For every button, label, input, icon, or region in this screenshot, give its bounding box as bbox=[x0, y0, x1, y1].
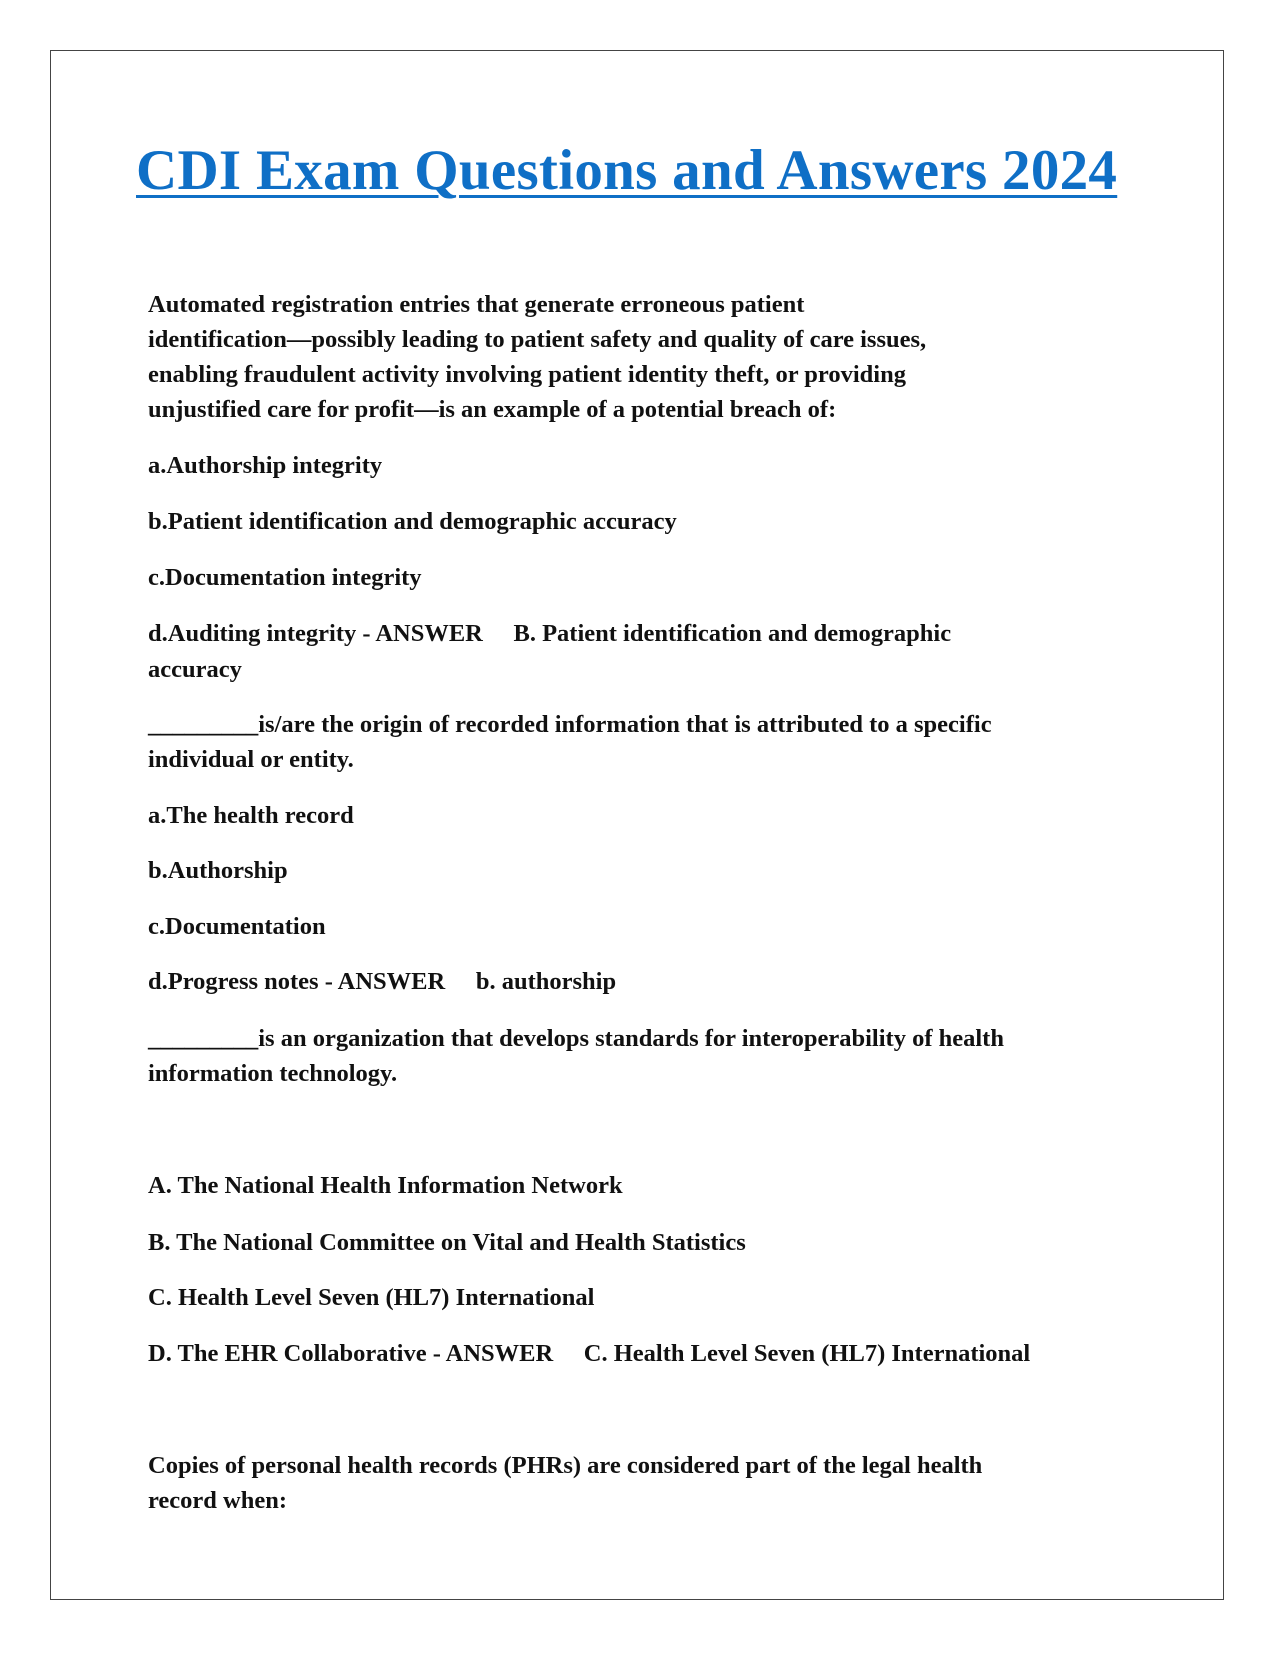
question-3-line: _________is an organization that develops standards for interoperability of health bbox=[148, 1025, 1004, 1052]
question-1-option: c.Documentation integrity bbox=[148, 564, 422, 591]
question-1-option: a.Authorship integrity bbox=[148, 452, 383, 479]
question-2-answer: d.Progress notes - ANSWER b. authorship bbox=[148, 968, 617, 995]
question-3-option: A. The National Health Information Network bbox=[148, 1172, 623, 1199]
question-1-line: unjustified care for profit—is an example of a potential breach of: bbox=[148, 396, 837, 423]
question-1-line: identification—possibly leading to patient safety and quality of care issues, bbox=[148, 326, 927, 353]
document-title: CDI Exam Questions and Answers 2024 bbox=[136, 139, 1118, 202]
question-1-line: enabling fraudulent activity involving patient identity theft, or providing bbox=[148, 361, 906, 388]
question-3-option: C. Health Level Seven (HL7) International bbox=[148, 1284, 595, 1311]
question-1-line: Automated registration entries that generate erroneous patient bbox=[148, 291, 805, 318]
question-2-option: a.The health record bbox=[148, 802, 354, 829]
question-1-answer: d.Auditing integrity - ANSWER B. Patient identification and demographic bbox=[148, 620, 952, 647]
question-2-line: individual or entity. bbox=[148, 746, 354, 773]
question-3-answer: D. The EHR Collaborative - ANSWER C. Health Level Seven (HL7) International bbox=[148, 1340, 1031, 1367]
question-3-option: B. The National Committee on Vital and Health Statistics bbox=[148, 1229, 746, 1256]
question-3-line: information technology. bbox=[148, 1060, 398, 1087]
question-1-answer: accuracy bbox=[148, 656, 242, 683]
question-2-line: _________is/are the origin of recorded information that is attributed to a specific bbox=[148, 711, 992, 738]
question-2-option: b.Authorship bbox=[148, 857, 288, 884]
question-4-line: Copies of personal health records (PHRs) are considered part of the legal health bbox=[148, 1452, 983, 1479]
question-2-option: c.Documentation bbox=[148, 913, 326, 940]
question-4-line: record when: bbox=[148, 1487, 288, 1514]
question-1-option: b.Patient identification and demographic accuracy bbox=[148, 508, 677, 535]
